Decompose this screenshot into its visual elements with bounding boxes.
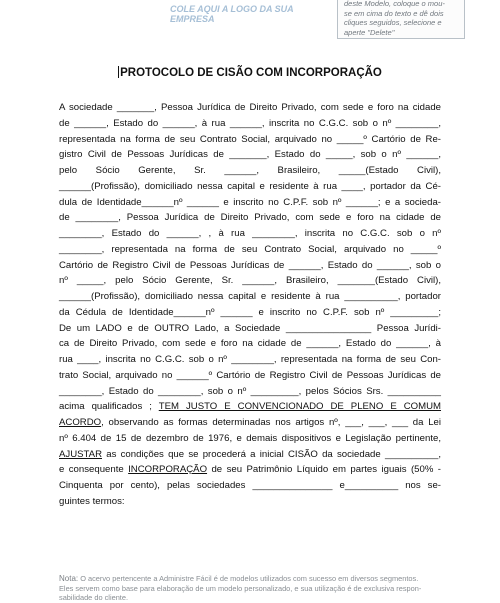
body-line: guintes termos:	[59, 495, 125, 507]
body-line: gistro Civil de Pessoas Jurídicas de _______, Estado do _____, sob o nº ______,	[59, 149, 441, 161]
body-line: ______(Profissão), domiciliado nessa capital e residente à rua __________, portador	[59, 291, 441, 302]
instruction-line: deste Modelo, coloque o mou-	[344, 0, 445, 8]
body-line: de ______, Estado do ______, à rua ______, inscrita no C.G.C. sob o nº ________,	[59, 117, 441, 129]
body-line: pelo Sócio Gerente, Sr. ______, Brasileiro, _____(Estado Civil),	[59, 165, 441, 176]
body-line: e consequente INCORPORAÇÃO de seu Patrimônio Líquido em partes iguais (50% -	[59, 464, 441, 476]
instruction-box	[337, 0, 465, 39]
body-line: ACORDO, observando as formas determinadas nos artigos nº, ___, ___, ___ da Lei	[59, 417, 441, 428]
body-line: ca de Direito Privado, com sede e foro na cidade de ______, Estado do ______, à	[59, 338, 441, 350]
logo-placeholder: COLE AQUI A LOGO DA SUA EMPRESA	[170, 4, 294, 24]
body-line: De um LADO e de OUTRO Lado, a Sociedade ________________ Pessoa Jurídi-	[59, 322, 441, 334]
underlined-term: INCORPORAÇÃO	[128, 464, 208, 476]
body-line: representada na forma de seu Contrato Social, arquivado no _____º Cartório de Re-	[59, 133, 441, 145]
document-title-text: PROTOCOLO DE CISÃO COM INCORPORAÇÃO	[120, 67, 382, 79]
body-line: nº _____, pelo Sócio Gerente, Sr. ______, Brasileiro, _______(Estado Civil),	[59, 275, 441, 287]
body-line: Cinquenta por cento), pelas sociedades _______________ e__________ nos se-	[59, 480, 441, 491]
underlined-term: ACORDO	[59, 417, 102, 428]
underlined-term: AJUSTAR	[59, 448, 102, 460]
body-line: de ________, Pessoa Jurídica de Direito Privado, com sede e foro na cidade de	[59, 212, 441, 224]
body-line: ________, Estado do ________, sob o nº _________, pelos Sócios Srs. __________	[59, 385, 441, 397]
document-body[interactable]	[59, 100, 441, 510]
note-line: Eles servem como base para elaboração de um modelo personalizado, e sua utilização é de exclusiva respon-	[59, 583, 422, 593]
note-line: sabilidade do cliente.	[59, 593, 129, 602]
body-line: da Cédula de Identidade______nº ______ e inscrito no C.P.F. sob nº _________;	[59, 306, 441, 318]
text-cursor	[118, 66, 119, 78]
note-line: O acervo pertencente a Administre Fácil é de modelos utilizados com sucesso em diversos segmentos.	[80, 574, 419, 583]
body-line: A sociedade _______, Pessoa Jurídica de Direito Privado, com sede e foro na cidade	[59, 102, 441, 113]
body-line: nº 6.404 de 15 de dezembro de 1976, e demais dispositivos e Legislação pertinente,	[59, 432, 441, 444]
body-line: AJUSTAR as condições que se procederá a inicial CISÃO da sociedade __________,	[59, 448, 441, 460]
body-line: dula de Identidade______nº ______ e inscrito no C.P.F. sob nº ______; e a socieda-	[59, 196, 441, 208]
body-line: acima qualificados ; TEM JUSTO E CONVENCIONADO DE PLENO E COMUM	[59, 401, 442, 413]
body-line: trato Social, arquivado no ______º Cartório de Registro Civil de Pessoas Jurídicas de	[59, 369, 441, 381]
instruction-line: aperte "Delete"	[344, 27, 395, 37]
body-line: ______(Profissão), domiciliado nessa capital e residente à rua ____, portador da Cé-	[59, 180, 441, 192]
instruction-line: cliques seguidos, selecione e	[344, 18, 442, 27]
body-line: Cartório de Registro Civil de Pessoas Jurídicas de ______, Estado do ______, sob o	[59, 259, 441, 271]
document-title[interactable]	[0, 66, 500, 79]
note-label: Nota:	[59, 574, 79, 583]
body-line: rua ____, inscrita no C.G.C. sob o nº ________, representada na forma de seu Con-	[59, 354, 441, 365]
underlined-term: TEM JUSTO E CONVENCIONADO DE PLENO E COMUM	[158, 401, 442, 413]
body-line: ________, Estado do ______, , à rua ________, inscrita no C.G.C. sob o nº	[59, 228, 441, 239]
footer-note	[59, 574, 441, 603]
instruction-line: se em cima do texto e dê dois	[344, 8, 444, 18]
body-line: ________, representada na forma de seu Contrato Social, arquivado no _____º	[59, 243, 441, 255]
